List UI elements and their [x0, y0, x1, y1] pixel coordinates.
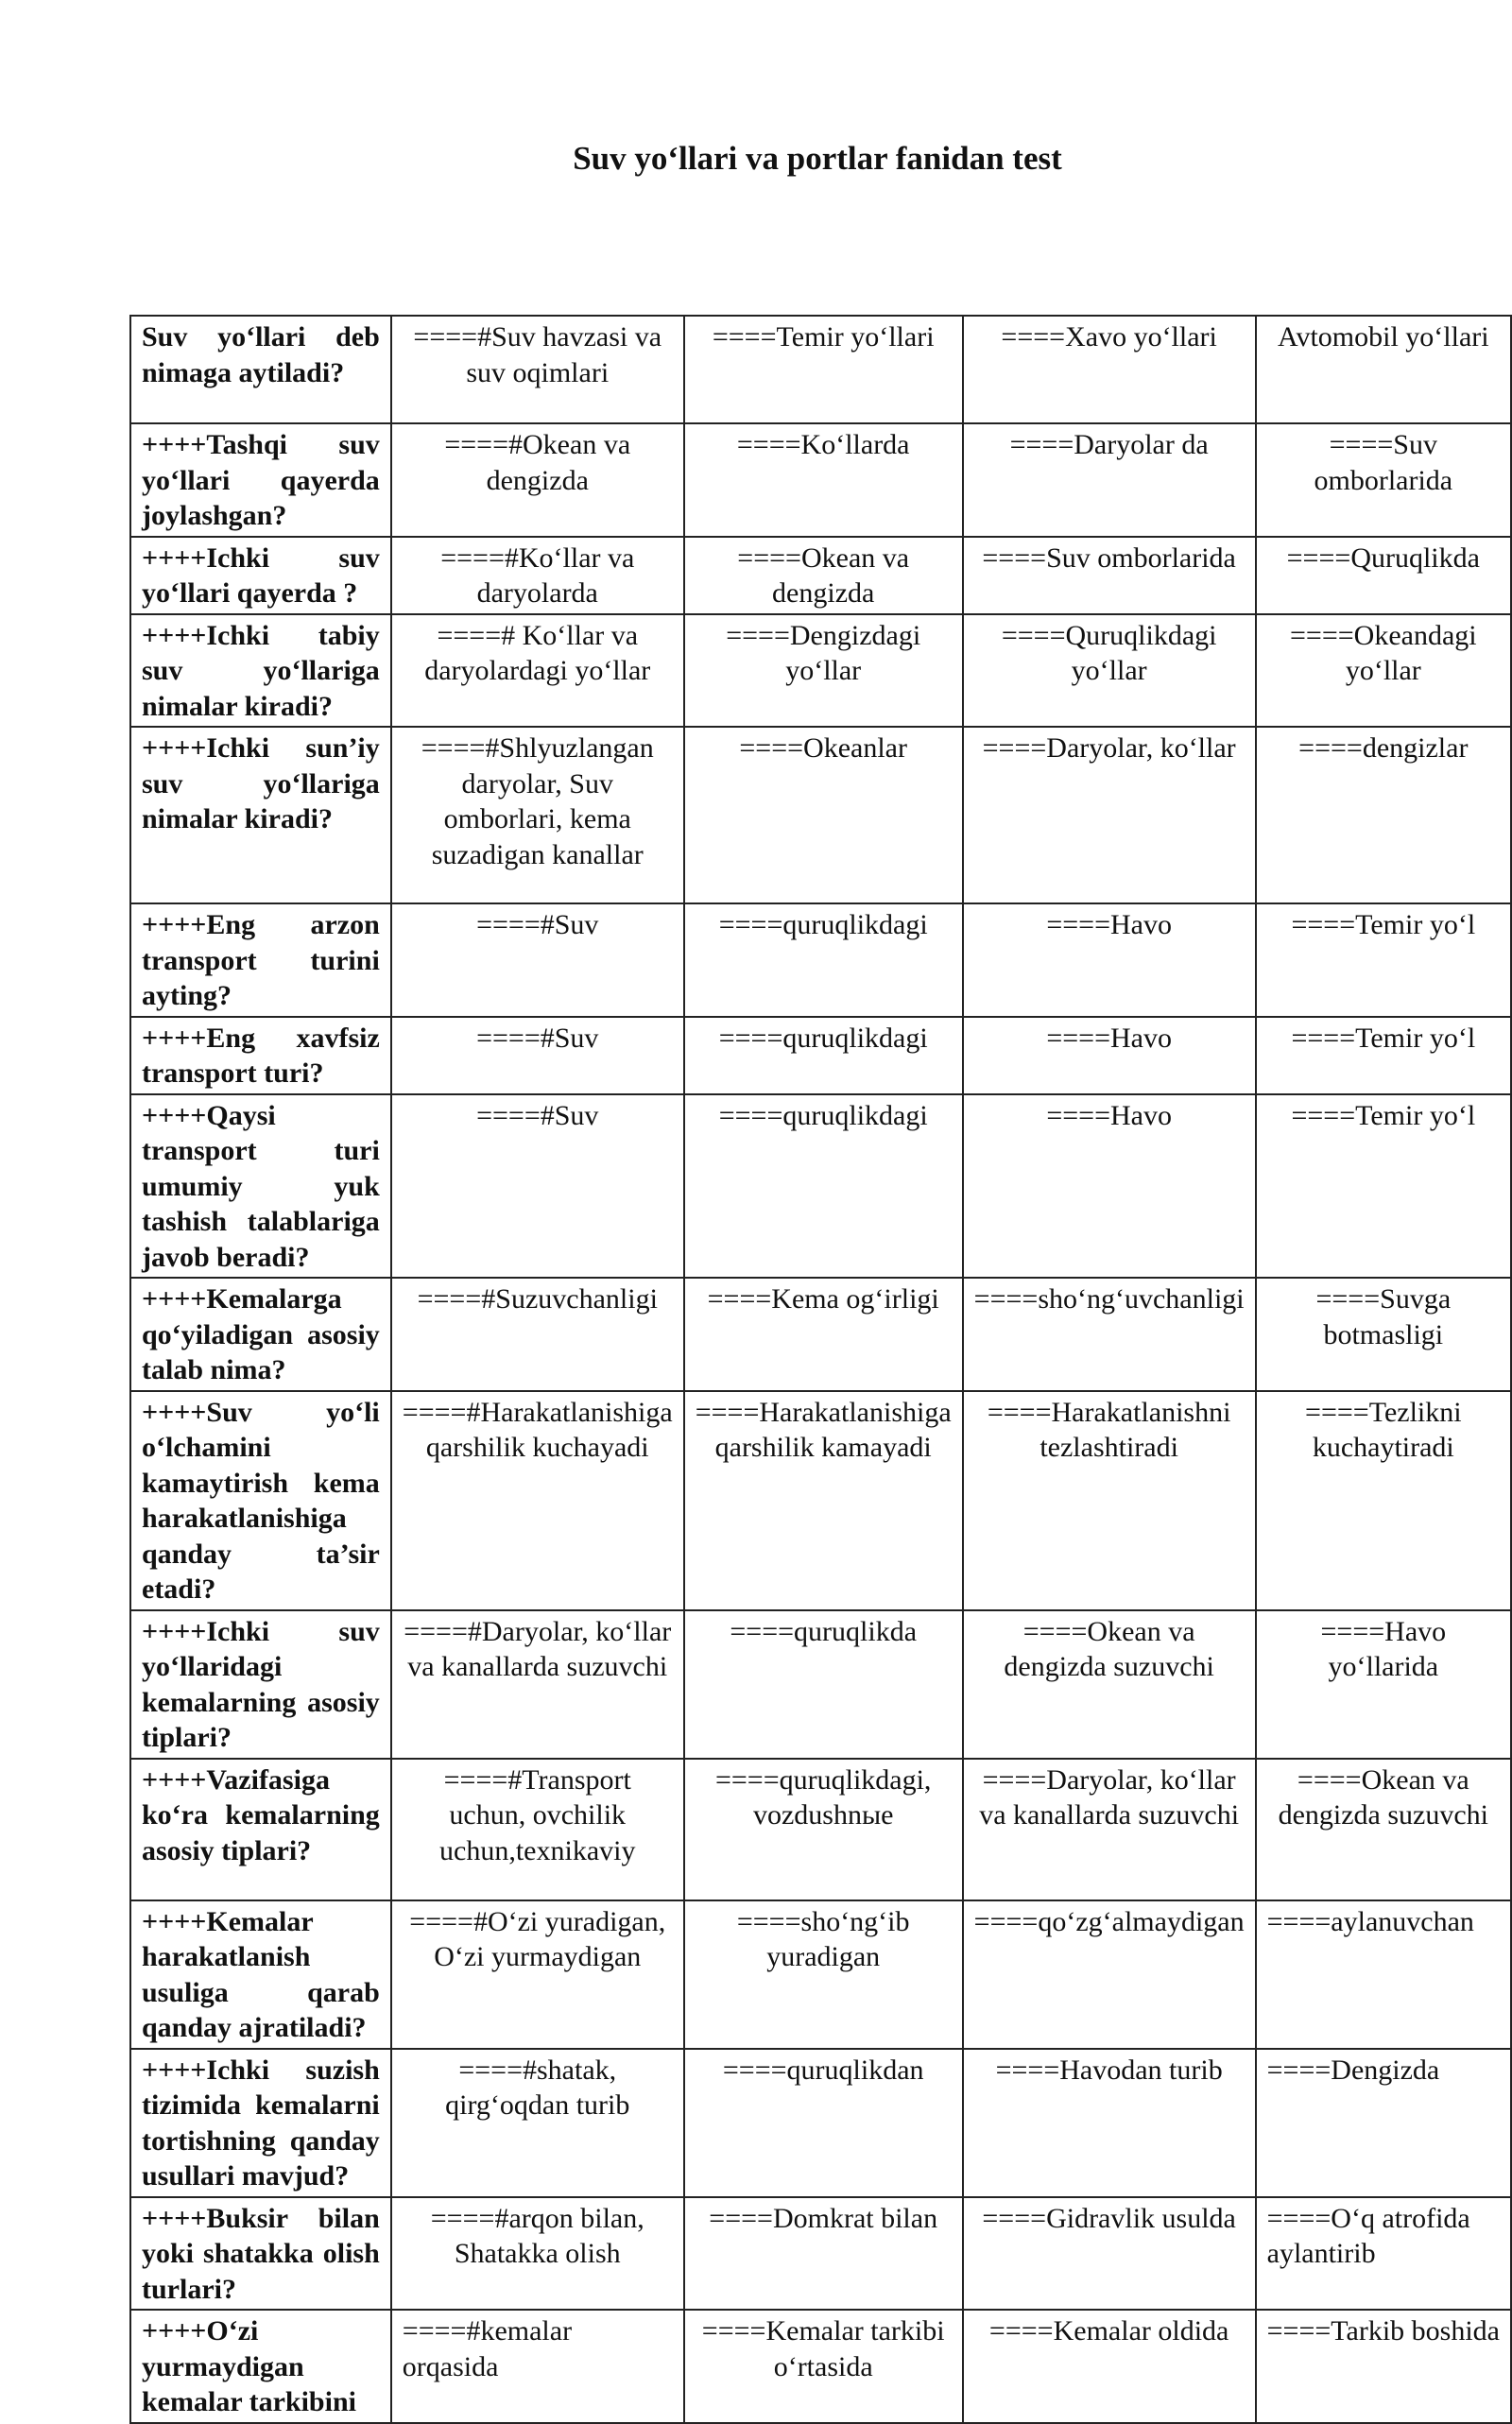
- answer-cell: ====Havo: [963, 1094, 1256, 1279]
- answer-cell: ====Temir yo‘l: [1256, 1017, 1511, 1094]
- answer-cell: ====Harakatlanishni tezlashtiradi: [963, 1391, 1256, 1610]
- question-cell: ++++Ichki suzish tizimida kemalarni tortishning qanday usullari mavjud?: [130, 2049, 391, 2197]
- table-row: [130, 727, 1511, 903]
- answer-cell: ====Quruqlikda: [1256, 537, 1511, 614]
- answer-cell-correct: ====# Ko‘llar va daryolardagi yo‘llar: [391, 614, 684, 728]
- answer-cell-correct: ====#Suv: [391, 903, 684, 1017]
- answer-cell: ====Okeandagi yo‘llar: [1256, 614, 1511, 728]
- answer-cell: ====Dengizdagi yo‘llar: [684, 614, 963, 728]
- answer-cell: ====qo‘zg‘almaydigan: [963, 1900, 1256, 2049]
- answer-cell: ====Havo yo‘llarida: [1256, 1610, 1511, 1759]
- answer-cell-correct: ====#arqon bilan, Shatakka olish: [391, 2197, 684, 2311]
- answer-cell: ====Okean va dengizda suzuvchi: [1256, 1759, 1511, 1900]
- answer-cell: ====Okeanlar: [684, 727, 963, 903]
- table-row: [130, 1017, 1511, 1094]
- answer-cell: ====Suv omborlarida: [963, 537, 1256, 614]
- answer-cell: ====Daryolar, ko‘llar va kanallarda suzuvchi: [963, 1759, 1256, 1900]
- answer-cell: ====Xavo yo‘llari: [963, 316, 1256, 423]
- answer-cell: ====dengizlar: [1256, 727, 1511, 903]
- question-cell: ++++Buksir bilan yoki shatakka olish turlari?: [130, 2197, 391, 2311]
- answer-cell-correct: ====#Daryolar, ko‘llar va kanallarda suzuvchi: [391, 1610, 684, 1759]
- answer-cell: ====Okean va dengizda: [684, 537, 963, 614]
- answer-cell: ====aylanuvchan: [1256, 1900, 1511, 2049]
- answer-cell: ====Harakatlanishiga qarshilik kamayadi: [684, 1391, 963, 1610]
- question-cell: ++++Kemalarga qo‘yiladigan asosiy talab nima?: [130, 1278, 391, 1391]
- answer-cell-correct: ====#Suv havzasi va suv oqimlari: [391, 316, 684, 423]
- answer-cell: ====Suv omborlarida: [1256, 423, 1511, 537]
- answer-cell-correct: ====#Ko‘llar va daryolarda: [391, 537, 684, 614]
- table-row: [130, 423, 1511, 537]
- answer-cell-correct: ====#Shlyuzlangan daryolar, Suv omborlari, kema suzadigan kanallar: [391, 727, 684, 903]
- answer-cell: ====Quruqlikdagi yo‘llar: [963, 614, 1256, 728]
- table-row: [130, 316, 1511, 423]
- answer-cell: ====sho‘ng‘uvchanligi: [963, 1278, 1256, 1391]
- question-cell: ++++Kemalar harakatlanish usuliga qarab qanday ajratiladi?: [130, 1900, 391, 2049]
- answer-cell-correct: ====#Suzuvchanligi: [391, 1278, 684, 1391]
- answer-cell: ====Dengizda: [1256, 2049, 1511, 2197]
- answer-cell: ====Kema og‘irligi: [684, 1278, 963, 1391]
- table-row: [130, 2049, 1511, 2197]
- question-cell: ++++Qaysi transport turi umumiy yuk tashish talablariga javob beradi?: [130, 1094, 391, 1279]
- answer-cell: ====Havodan turib: [963, 2049, 1256, 2197]
- answer-cell: ====Daryolar, ko‘llar: [963, 727, 1256, 903]
- question-cell: ++++Tashqi suv yo‘llari qayerda joylashgan?: [130, 423, 391, 537]
- table-row: [130, 614, 1511, 728]
- answer-cell: ====Daryolar da: [963, 423, 1256, 537]
- question-cell: Suv yo‘llari deb nimaga aytiladi?: [130, 316, 391, 423]
- answer-cell: ====quruqlikdan: [684, 2049, 963, 2197]
- answer-cell-correct: ====#O‘zi yuradigan, O‘zi yurmaydigan: [391, 1900, 684, 2049]
- answer-cell: ====Temir yo‘l: [1256, 1094, 1511, 1279]
- table-row: [130, 2197, 1511, 2311]
- table-row: [130, 2310, 1511, 2423]
- test-table: [129, 315, 1512, 2424]
- table-row: [130, 903, 1511, 1017]
- question-cell: ++++Ichki sun’iy suv yo‘llariga nimalar kiradi?: [130, 727, 391, 903]
- answer-cell: ====Kemalar tarkibi o‘rtasida: [684, 2310, 963, 2423]
- answer-cell: ====Tezlikni kuchaytiradi: [1256, 1391, 1511, 1610]
- answer-cell: ====Gidravlik usulda: [963, 2197, 1256, 2311]
- answer-cell: ====Temir yo‘l: [1256, 903, 1511, 1017]
- question-cell: ++++Eng xavfsiz transport turi?: [130, 1017, 391, 1094]
- answer-cell: ====sho‘ng‘ib yuradigan: [684, 1900, 963, 2049]
- answer-cell: ====Domkrat bilan: [684, 2197, 963, 2311]
- answer-cell-correct: ====#Suv: [391, 1017, 684, 1094]
- answer-cell: ====quruqlikdagi: [684, 1094, 963, 1279]
- answer-cell-correct: ====#Harakatlanishiga qarshilik kuchayadi: [391, 1391, 684, 1610]
- answer-cell: ====Suvga botmasligi: [1256, 1278, 1511, 1391]
- table-row: [130, 1610, 1511, 1759]
- answer-cell: ====Okean va dengizda suzuvchi: [963, 1610, 1256, 1759]
- answer-cell: ====quruqlikdagi, vozdushnыe: [684, 1759, 963, 1900]
- question-cell: ++++Suv yo‘li o‘lchamini kamaytirish kema harakatlanishiga qanday ta’sir etadi?: [130, 1391, 391, 1610]
- answer-cell-correct: ====#shatak, qirg‘oqdan turib: [391, 2049, 684, 2197]
- document-title: Suv yo‘llari va portlar fanidan test: [573, 140, 1062, 177]
- question-cell: ++++Ichki tabiy suv yo‘llariga nimalar kiradi?: [130, 614, 391, 728]
- answer-cell: ====quruqlikda: [684, 1610, 963, 1759]
- question-cell: ++++Ichki suv yo‘llaridagi kemalarning asosiy tiplari?: [130, 1610, 391, 1759]
- table-row: [130, 1900, 1511, 2049]
- table-row: [130, 1759, 1511, 1900]
- answer-cell: ====quruqlikdagi: [684, 1017, 963, 1094]
- question-cell: ++++Ichki suv yo‘llari qayerda ?: [130, 537, 391, 614]
- answer-cell: ====Temir yo‘llari: [684, 316, 963, 423]
- question-cell: ++++Vazifasiga ko‘ra kemalarning asosiy tiplari?: [130, 1759, 391, 1900]
- answer-cell-correct: ====#Okean va dengizda: [391, 423, 684, 537]
- answer-cell: ====Havo: [963, 1017, 1256, 1094]
- table-row: [130, 537, 1511, 614]
- answer-cell: ====quruqlikdagi: [684, 903, 963, 1017]
- answer-cell: ====Tarkib boshida: [1256, 2310, 1511, 2423]
- question-cell: ++++O‘zi yurmaydigan kemalar tarkibini: [130, 2310, 391, 2423]
- question-cell: ++++Eng arzon transport turini ayting?: [130, 903, 391, 1017]
- table-row: [130, 1094, 1511, 1279]
- answer-cell-correct: ====#kemalar orqasida: [391, 2310, 684, 2423]
- answer-cell: ====Ko‘llarda: [684, 423, 963, 537]
- answer-cell: ====O‘q atrofida aylantirib: [1256, 2197, 1511, 2311]
- answer-cell: ====Havo: [963, 903, 1256, 1017]
- table-row: [130, 1278, 1511, 1391]
- answer-cell-correct: ====#Transport uchun, ovchilik uchun,texnikaviy: [391, 1759, 684, 1900]
- answer-cell: Avtomobil yo‘llari: [1256, 316, 1511, 423]
- table-row: [130, 1391, 1511, 1610]
- answer-cell: ====Kemalar oldida: [963, 2310, 1256, 2423]
- answer-cell-correct: ====#Suv: [391, 1094, 684, 1279]
